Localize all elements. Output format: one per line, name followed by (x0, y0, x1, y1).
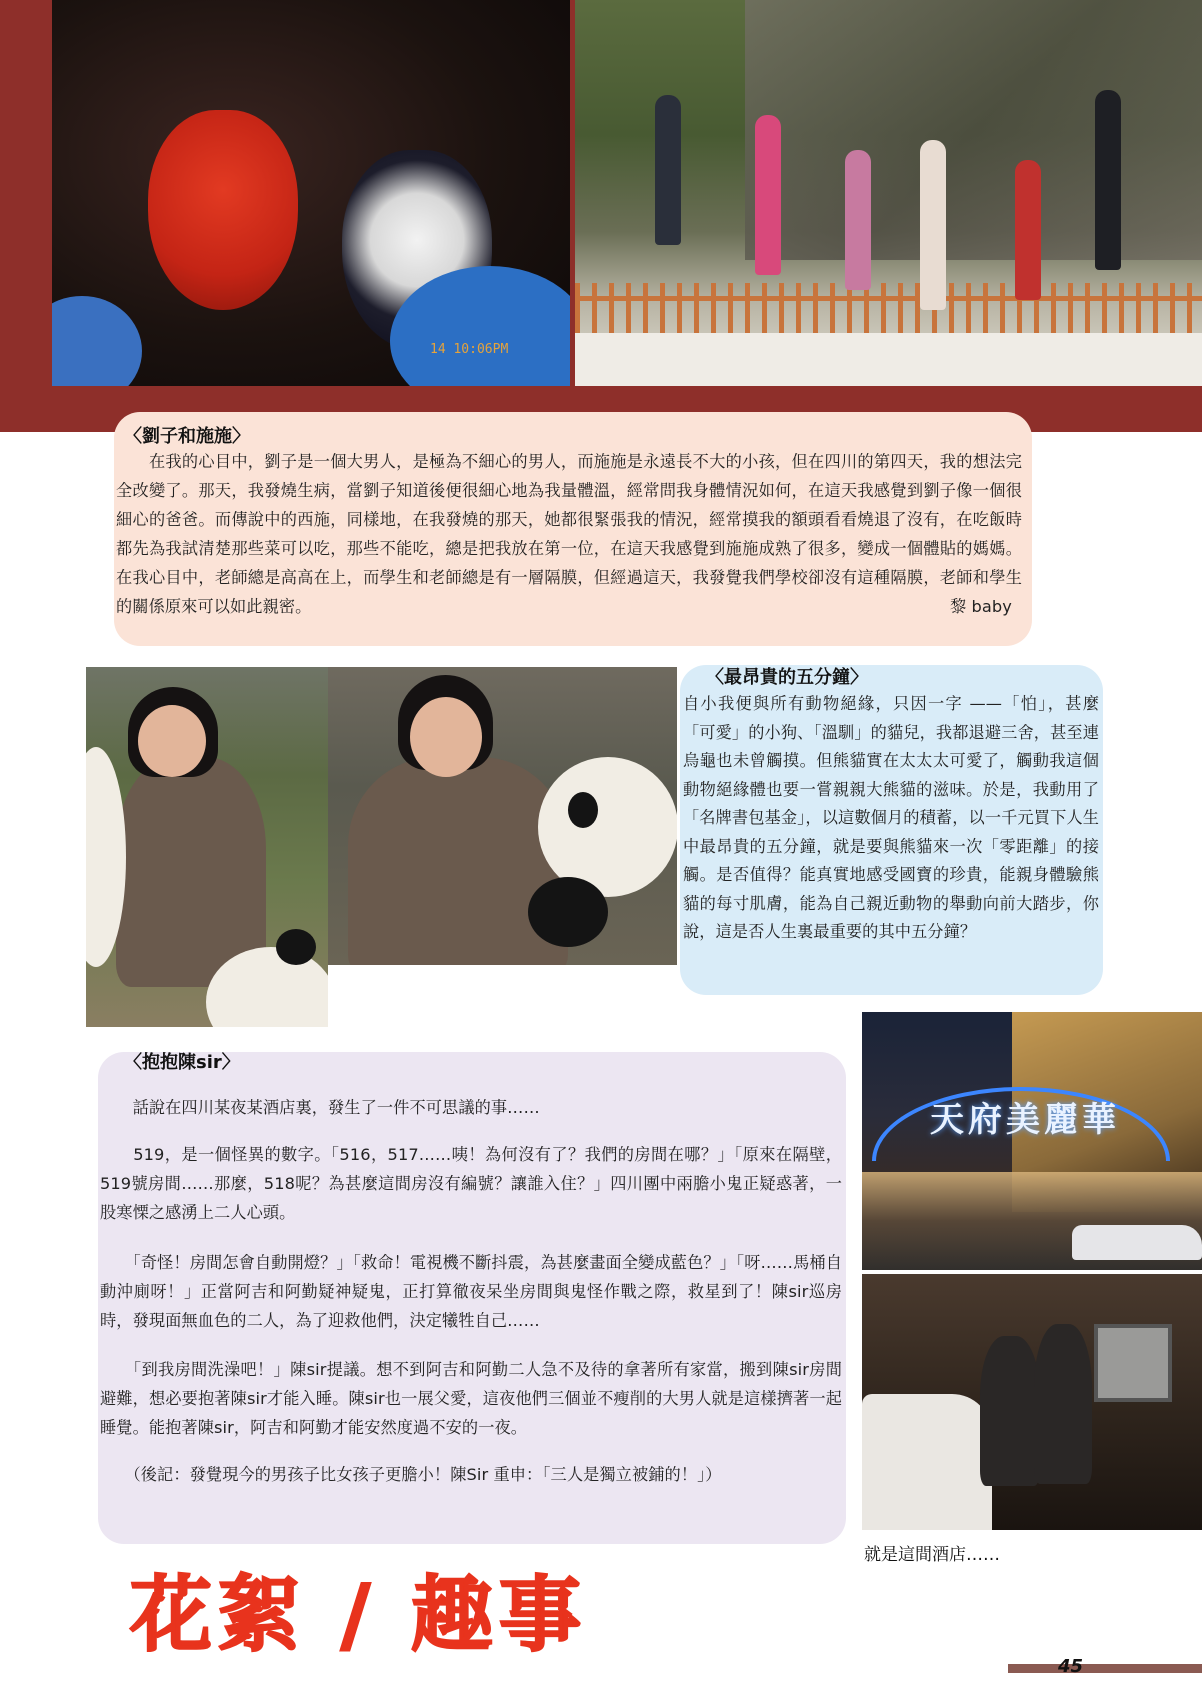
wooden-fence (575, 283, 1202, 333)
jumping-person (845, 150, 871, 290)
story-body-panda: 自小我便與所有動物絕緣，只因一字 ——「怕」，甚麼「可愛」的小狗、「溫馴」的貓兒，我都退避三舍，甚至連烏龜也未曾觸摸。但熊貓實在太太太可愛了，觸動我這個動物絕緣體也要一嘗親親大熊貓的滋味。於是，我動用了「名牌書包基金」，以這數個月的積蓄，以一千元買下人生中最昂貴的五分鐘，就是要與熊貓來一次「零距離」的接觸。是否值得？能真實地感受國寶的珍貴，能親身體驗熊貓的每寸肌膚，能為自己親近動物的舉動向前大踏步，你說，這是否人生裏最重要的其中五分鐘？ (683, 694, 1099, 941)
panda-ear (276, 929, 316, 965)
panda-eye (568, 792, 598, 828)
keeper-face (138, 705, 206, 777)
person-silhouette (980, 1336, 1040, 1486)
story-title-chensir: 〈抱抱陳sir〉 (124, 1052, 240, 1073)
page-number: 45 (1058, 1656, 1084, 1677)
story-paragraph: 「奇怪！房間怎會自動開燈？」「救命！電視機不斷抖震，為甚麼畫面全變成藍色？」「呀……馬桶自動沖廁呀！」正當阿吉和阿勤疑神疑鬼，正打算徹夜呆坐房間與鬼怪作戰之際，救星到了！陳sir巡房時，發現面無血色的二人，為了迎救他們，決定犧牲自己…… (100, 1253, 842, 1330)
ground (575, 333, 1202, 386)
panda-paw (528, 877, 608, 947)
page-number-bar (1008, 1664, 1202, 1673)
hotel-sign-text: 天府美麗華 (930, 1100, 1120, 1140)
keeper-face (410, 697, 482, 777)
hotel-exterior-photo (862, 1012, 1202, 1270)
story-signature: 黎 baby (950, 597, 1012, 616)
hotel-room-photo (862, 1274, 1202, 1530)
bed (862, 1394, 992, 1530)
group-jump-photo (575, 0, 1202, 386)
panda-photo-left (86, 667, 328, 1027)
hotel-caption: 就是這間酒店…… (864, 1545, 1000, 1565)
keeper-figure (348, 757, 568, 965)
jumping-person (920, 140, 946, 310)
story-paragraph: 話說在四川某夜某酒店裏，發生了一件不可思議的事…… (100, 1098, 540, 1117)
blue-balloon-left (52, 296, 142, 386)
photo-timestamp: 14 10:06PM (430, 342, 509, 357)
opera-mask-photo (52, 0, 570, 386)
parked-car (1072, 1225, 1202, 1260)
story-paragraph: 「到我房間洗澡吧！」陳sir提議。想不到阿吉和阿勤二人急不及待的拿著所有家當，搬到陳sir房間避難，想必要抱著陳sir才能入睡。陳sir也一展父愛，這夜他們三個並不瘦削的大男人就是這樣擠著一起睡覺。能抱著陳sir，阿吉和阿勤才能安然度過不安的一夜。 (100, 1360, 842, 1437)
panda-head (538, 757, 677, 897)
jumping-person (655, 95, 681, 245)
person-silhouette (1034, 1324, 1092, 1484)
red-opera-mask (148, 110, 298, 310)
rock-cliff (745, 0, 1202, 260)
story-paragraph: （後記：發覺現今的男孩子比女孩子更膽小！陳Sir 重申：「三人是獨立被鋪的！」） (100, 1465, 722, 1484)
section-banner-title: 花絮 / 趣事 (130, 1568, 588, 1663)
story-title-liuzi: 〈劉子和施施〉 (124, 426, 250, 447)
story-title-panda: 〈最昂貴的五分鐘〉 (706, 667, 868, 688)
television (1094, 1324, 1172, 1402)
panda-photo-right (328, 667, 677, 965)
story-paragraph: 519，是一個怪異的數字。「516，517……咦！為何沒有了？我們的房間在哪？」「原來在隔壁，519號房間……那麼，518呢？為甚麼這間房沒有編號？讓誰入住？」四川團中兩膽小鬼正疑惑著，一股寒慄之感湧上二人心頭。 (100, 1145, 842, 1222)
jumping-person (1015, 160, 1041, 300)
jumping-person (1095, 90, 1121, 270)
story-body-liuzi: 在我的心目中，劉子是一個大男人，是極為不細心的男人，而施施是永遠長不大的小孩，但在四川的第四天，我的想法完全改變了。那天，我發燒生病，當劉子知道後便很細心地為我量體溫，經常問我身體情況如何，在這天我感覺到劉子像一個很細心的爸爸。而傳說中的西施，同樣地，在我發燒的那天，她都很緊張我的情況，經常摸我的額頭看看燒退了沒有，在吃飯時都先為我試清楚那些菜可以吃，那些不能吃，總是把我放在第一位，在這天我感覺到施施成熟了很多，變成一個體貼的媽媽。在我心目中，老師總是高高在上，而學生和老師總是有一層隔膜，但經過這天，我發覺我們學校卻沒有這種隔膜，老師和學生的關係原來可以如此親密。 (116, 452, 1022, 616)
fence-rail (575, 296, 1202, 301)
jumping-person (755, 115, 781, 275)
